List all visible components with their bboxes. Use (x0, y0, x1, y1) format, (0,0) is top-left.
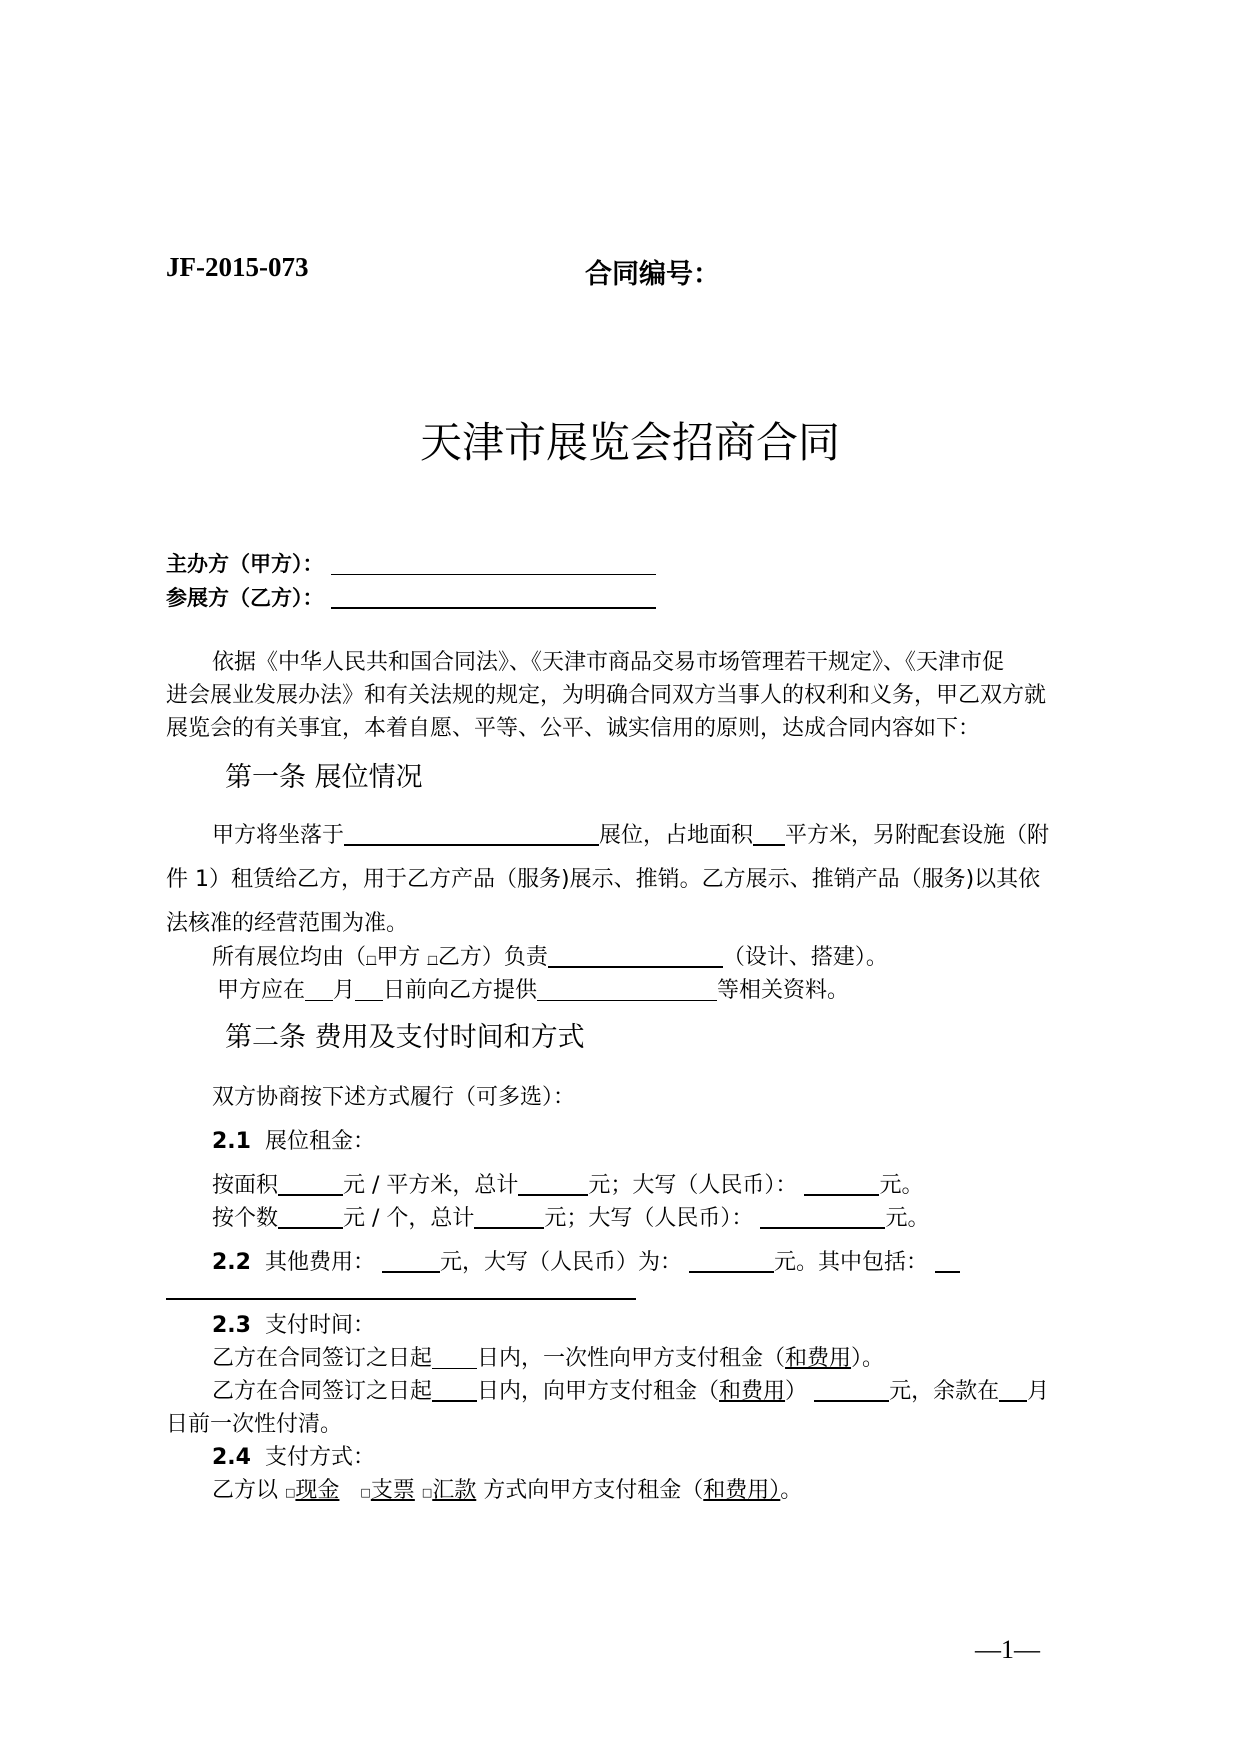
section-2-1-heading (212, 1124, 375, 1155)
section-label: 支付方式： (264, 1445, 375, 1470)
preamble-line-2: 进会展业发展办法》和有关法规的规定，为明确合同双方当事人的权利和义务，甲乙双方就 (166, 683, 1047, 708)
text: 乙方在合同签订之日起 (212, 1346, 433, 1371)
text: 方式向甲方支付租金（ (483, 1478, 704, 1503)
text: 按面积 (212, 1173, 279, 1198)
text: 乙方在合同签订之日起 (212, 1379, 433, 1404)
area-total-field[interactable] (518, 1172, 588, 1196)
section-2-2-line (212, 1245, 960, 1276)
balance-month-field[interactable] (999, 1378, 1027, 1402)
text: 月 (333, 978, 356, 1003)
deposit-amount-field[interactable] (814, 1378, 889, 1402)
payment-method-cash[interactable] (285, 1478, 339, 1503)
text: 乙方）负责 (437, 945, 548, 970)
area-total-words-field[interactable] (804, 1172, 879, 1196)
text: 展位，占地面积 (599, 823, 754, 848)
section-label: 支付时间： (264, 1313, 375, 1338)
text: ） (785, 1379, 808, 1404)
text: 乙方以 (212, 1478, 279, 1503)
text: 元 / 平方米，总计 (343, 1173, 519, 1198)
booth-location-field[interactable] (344, 822, 599, 846)
text: （设计、搭建）。 (722, 945, 888, 970)
text: 平方米，另附配套设施（附 (785, 823, 1050, 848)
page-title: 天津市展览会招商合同 (420, 418, 841, 467)
text: 元。 (885, 1206, 930, 1231)
text: 元，余款在 (889, 1379, 1000, 1404)
payment-method-line (212, 1473, 802, 1504)
checkbox-party-b[interactable]: □ (427, 953, 438, 966)
article-1-line-2: 件 1）租赁给乙方，用于乙方产品（服务)展示、推销。乙方展示、推销产品（服务)以其依 (166, 867, 1041, 892)
other-fees-field[interactable] (382, 1249, 440, 1273)
article-2-intro: 双方协商按下述方式履行（可多选）： (212, 1085, 576, 1110)
text: 甲方应在 (217, 978, 306, 1003)
text: ）。 (851, 1346, 885, 1371)
text: 甲方 (376, 945, 421, 970)
payment-days-field-2[interactable] (432, 1378, 477, 1402)
unit-total-field[interactable] (474, 1205, 544, 1229)
area-field[interactable] (753, 822, 785, 846)
area-unit-price-field[interactable] (278, 1172, 343, 1196)
section-number: 2.2 (212, 1250, 251, 1275)
day-field[interactable] (355, 978, 383, 1001)
month-field[interactable] (305, 978, 333, 1001)
article-1-line-5 (217, 973, 849, 1004)
payment-option-2-continuation: 日前一次性付清。 (166, 1412, 343, 1437)
fees-include-field[interactable] (935, 1249, 960, 1273)
text: 日内，向甲方支付租金（ (477, 1379, 720, 1404)
host-party-field[interactable] (331, 553, 656, 575)
rent-by-area-line (212, 1168, 923, 1199)
text: 和费用 (785, 1346, 852, 1371)
preamble-line-3: 展览会的有关事宜，本着自愿、平等、公平、诚实信用的原则，达成合同内容如下： (166, 716, 981, 741)
unit-price-field[interactable] (278, 1205, 343, 1229)
fees-include-continuation-field[interactable] (166, 1298, 636, 1300)
host-party-row (166, 548, 656, 578)
host-party-label: 主办方（甲方）： (166, 552, 324, 576)
section-label: 其他费用： (264, 1250, 375, 1275)
section-2-3-heading (212, 1308, 375, 1339)
text: 元 / 个，总计 (343, 1206, 475, 1231)
text: 和费用 (719, 1379, 786, 1404)
checkbox-cash[interactable]: □ (285, 1486, 296, 1499)
text: 按个数 (212, 1206, 279, 1231)
article-1-heading: 第一条 展位情况 (225, 762, 423, 793)
text: 日内，一次性向甲方支付租金（ (477, 1346, 786, 1371)
checkbox-check[interactable]: □ (360, 1486, 371, 1499)
article-1-line-1 (212, 818, 1049, 849)
payment-method-transfer[interactable] (422, 1478, 476, 1503)
checkbox-transfer[interactable]: □ (421, 1486, 433, 1499)
payment-option-2 (212, 1374, 1049, 1405)
text: 月 (1027, 1379, 1050, 1404)
text: 元。其中包括： (774, 1250, 929, 1275)
payment-method-check[interactable] (360, 1478, 414, 1503)
text: 。 (780, 1478, 803, 1503)
article-2-heading: 第二条 费用及支付时间和方式 (225, 1022, 585, 1053)
text: 等相关资料。 (717, 978, 850, 1003)
text: 汇款 (432, 1478, 477, 1503)
responsible-field[interactable] (548, 944, 723, 968)
text: 元。 (879, 1173, 924, 1198)
preamble-line-1: 依据《中华人民共和国合同法》、《天津市商品交易市场管理若干规定》、《天津市促 (212, 650, 1005, 675)
payment-option-1 (212, 1341, 884, 1372)
text: 现金 (295, 1478, 340, 1503)
text: 元；大写（人民币）： (544, 1206, 754, 1231)
contract-number-label: 合同编号： (585, 259, 720, 290)
exhibitor-party-field[interactable] (331, 586, 656, 609)
text: 支票 (370, 1478, 415, 1503)
text: 甲方将坐落于 (212, 823, 345, 848)
other-fees-words-field[interactable] (689, 1249, 774, 1273)
document-code: JF-2015-073 (166, 252, 309, 282)
page-number: —1— (975, 1635, 1040, 1664)
exhibitor-party-label: 参展方（乙方）： (166, 586, 324, 610)
checkbox-party-a[interactable]: □ (366, 953, 377, 966)
payment-days-field-1[interactable] (432, 1346, 477, 1369)
section-label: 展位租金： (264, 1129, 375, 1154)
section-2-4-heading (212, 1440, 375, 1471)
text: 元，大写（人民币）为： (440, 1250, 683, 1275)
materials-field[interactable] (537, 978, 717, 1001)
text: 所有展位均由（ (212, 945, 367, 970)
section-number: 2.3 (212, 1313, 251, 1338)
text: 元；大写（人民币）： (588, 1173, 798, 1198)
exhibitor-party-row (166, 582, 656, 612)
section-number: 2.4 (212, 1445, 251, 1470)
unit-total-words-field[interactable] (760, 1205, 885, 1229)
section-number: 2.1 (212, 1129, 251, 1154)
text: 和费用） (703, 1478, 781, 1503)
article-1-line-4 (212, 940, 888, 971)
rent-by-unit-line (212, 1201, 929, 1232)
text: 日前向乙方提供 (383, 978, 538, 1003)
article-1-line-3: 法核准的经营范围为准。 (166, 911, 409, 936)
